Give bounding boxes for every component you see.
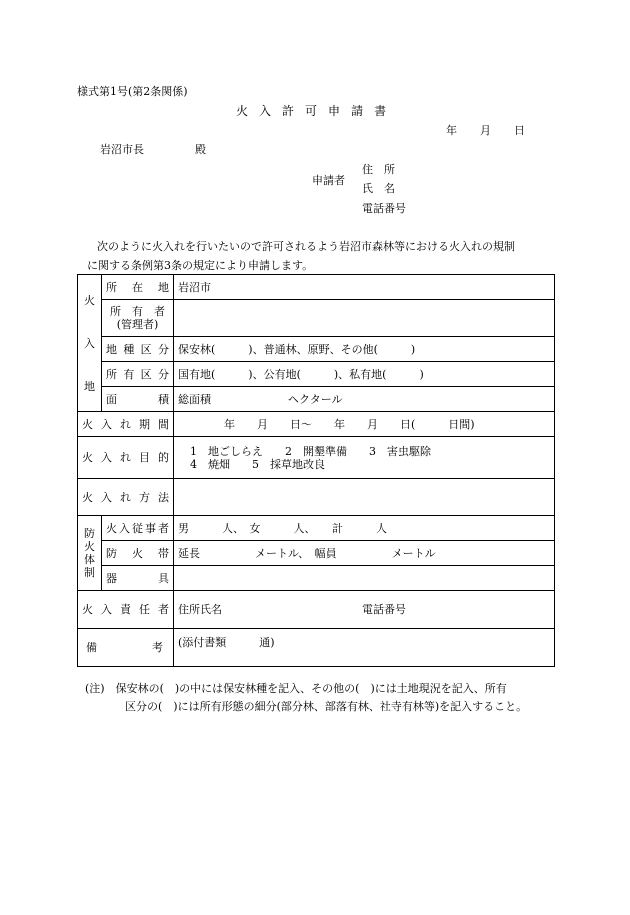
table-row-purpose bbox=[78, 437, 555, 479]
land-side-label: 火 入 地 bbox=[78, 275, 102, 412]
applicant-address-label: 住 所 bbox=[362, 163, 395, 176]
table-row-method bbox=[78, 479, 555, 516]
table-row-workers bbox=[78, 516, 555, 541]
owner-label: 所有者 (管理者) bbox=[102, 300, 174, 337]
applicant-label: 申請者 bbox=[312, 174, 345, 187]
table-row-remarks bbox=[78, 629, 555, 667]
table-row-responsible bbox=[78, 591, 555, 629]
remarks-value: (添付書類 通) bbox=[174, 629, 555, 667]
area-value: 総面積 ヘクタール bbox=[174, 387, 555, 412]
equipment-value bbox=[174, 566, 555, 591]
addressee-honorific: 殿 bbox=[195, 143, 206, 156]
responsible-label: 火入責任者 bbox=[78, 591, 174, 629]
table-row-owner bbox=[78, 300, 555, 337]
period-value: 年 月 日～ 年 月 日( 日間) bbox=[174, 412, 555, 437]
note-line-2: 区分の( )には所有形態の細分(部分林、部落有林、社寺有林等)を記入すること。 bbox=[125, 700, 528, 713]
fire-prevention-side-label: 防 火 体 制 bbox=[78, 516, 102, 591]
land-type-label: 地種区分 bbox=[102, 337, 174, 362]
table-row-area bbox=[78, 387, 555, 412]
table-row-firebreak bbox=[78, 541, 555, 566]
addressee-name: 岩沼市長 bbox=[100, 143, 144, 156]
table-row-period bbox=[78, 412, 555, 437]
firebreak-label: 防火帯 bbox=[102, 541, 174, 566]
owner-value bbox=[174, 300, 555, 337]
method-value bbox=[174, 479, 555, 516]
date-month: 月 bbox=[480, 124, 491, 137]
application-table bbox=[77, 274, 555, 667]
location-label: 所在地 bbox=[102, 275, 174, 300]
intro-line-1: 次のように火入れを行いたいので許可されるよう岩沼市森林等における火入れの規制 bbox=[97, 240, 515, 253]
workers-label: 火入従事者 bbox=[102, 516, 174, 541]
responsible-value: 住所氏名 電話番号 bbox=[174, 591, 555, 629]
purpose-label: 火入れ目的 bbox=[78, 437, 174, 479]
date-day: 日 bbox=[514, 124, 525, 137]
note-line-1: (注) 保安林の( )の中には保安林種を記入、その他の( )には土地現況を記入、所有 bbox=[85, 682, 507, 695]
table-row-location bbox=[78, 275, 555, 300]
applicant-name-label: 氏 名 bbox=[362, 182, 395, 195]
firebreak-value: 延長 メートル、 幅員 メートル bbox=[174, 541, 555, 566]
form-number: 様式第1号(第2条関係) bbox=[77, 85, 188, 98]
method-label: 火入れ方法 bbox=[78, 479, 174, 516]
workers-value: 男 人、 女 人、 計 人 bbox=[174, 516, 555, 541]
ownership-value: 国有地( )、公有地( )、私有地( ) bbox=[174, 362, 555, 387]
land-type-value: 保安林( )、普通林、原野、その他( ) bbox=[174, 337, 555, 362]
applicant-phone-label: 電話番号 bbox=[362, 202, 406, 215]
ownership-label: 所有区分 bbox=[102, 362, 174, 387]
date-year: 年 bbox=[446, 124, 457, 137]
intro-line-2: に関する条例第3条の規定により申請します。 bbox=[87, 259, 314, 272]
period-label: 火入れ期間 bbox=[78, 412, 174, 437]
remarks-label: 備考 bbox=[78, 629, 174, 667]
equipment-label: 器具 bbox=[102, 566, 174, 591]
purpose-value: 1 地ごしらえ 2 開墾準備 3 害虫駆除 4 焼畑 5 採草地改良 bbox=[174, 437, 555, 479]
page-title: 火 入 許 可 申 請 書 bbox=[236, 104, 390, 118]
table-row-ownership bbox=[78, 362, 555, 387]
table-row-land-type bbox=[78, 337, 555, 362]
location-value: 岩沼市 bbox=[174, 275, 555, 300]
table-row-equipment bbox=[78, 566, 555, 591]
area-label: 面積 bbox=[102, 387, 174, 412]
